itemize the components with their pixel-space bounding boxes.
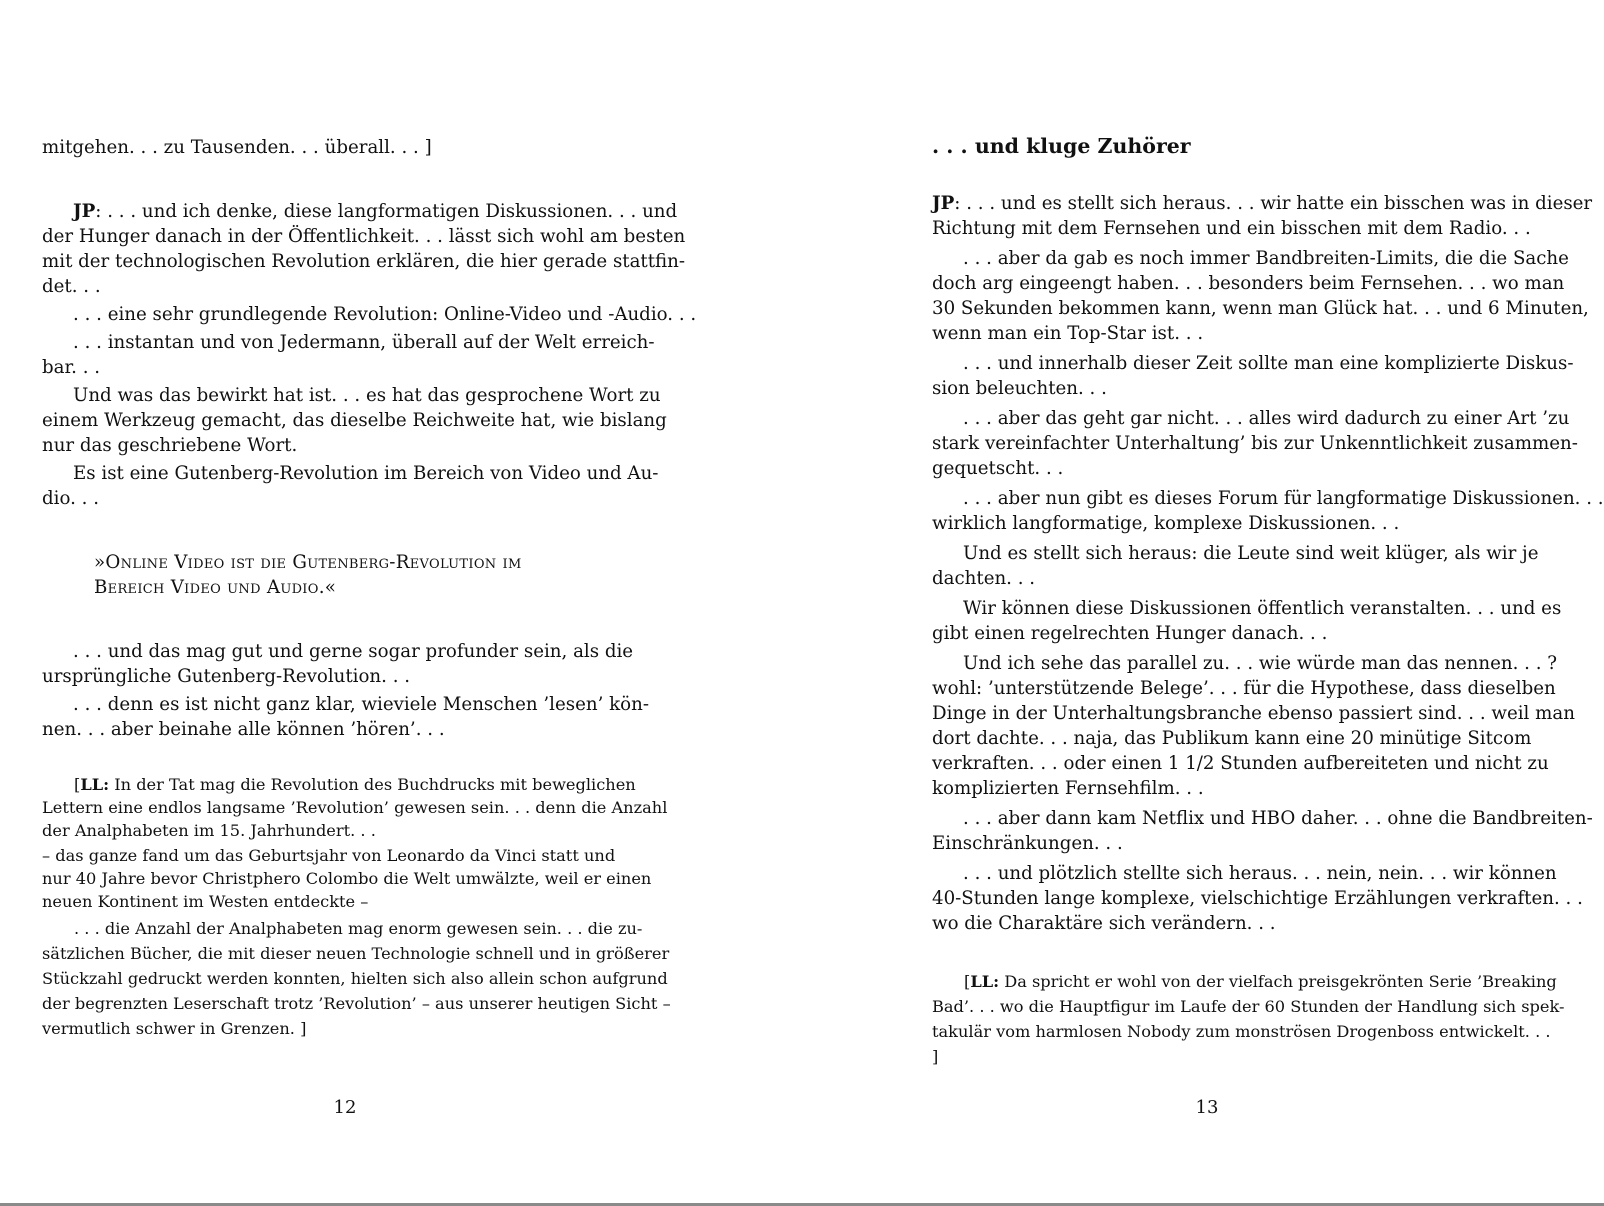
pull-quote-line: »Online Video ist die Gutenberg-Revolution im: [94, 552, 522, 573]
text-line: . . . aber das geht gar nicht. . . alles wird dadurch zu einer Art ’zu: [963, 408, 1570, 429]
speaker-label: JP: [932, 193, 955, 214]
text-line: 30 Sekunden bekommen kann, wenn man Glück hat. . . und 6 Minuten,: [932, 298, 1589, 319]
text-line: . . . eine sehr grundlegende Revolution: Online-Video und -Audio. . .: [73, 304, 697, 325]
section-heading: . . . und kluge Zuhörer: [932, 134, 1191, 158]
text-line: wohl: ’unterstützende Belege’. . . für die Hypothese, dass dieselben: [932, 678, 1556, 699]
note-line: ]: [932, 1047, 939, 1066]
text-line: wirklich langformatige, komplexe Diskussionen. . .: [932, 513, 1400, 534]
text-line: wo die Charaktäre sich verändern. . .: [932, 913, 1276, 934]
text-line: wenn man ein Top-Star ist. . .: [932, 323, 1204, 344]
text-line: mit der technologischen Revolution erklären, die hier gerade stattfin-: [42, 251, 686, 272]
text-line: verkraften. . . oder einen 1 1/2 Stunden aufbereiteten und nicht zu: [932, 753, 1549, 774]
text-line: komplizierten Fernsehfilm. . .: [932, 778, 1204, 799]
text-line: . . . aber nun gibt es dieses Forum für langformatige Diskussionen. . .: [963, 488, 1604, 509]
text-line: bar. . .: [42, 357, 101, 378]
note-line: Bad’. . . wo die Hauptfigur im Laufe der 60 Stunden der Handlung sich spek-: [932, 997, 1565, 1016]
text-line: Einschränkungen. . .: [932, 833, 1123, 854]
text-line: Richtung mit dem Fernsehen und ein bisschen mit dem Radio. . .: [932, 218, 1531, 239]
text-line: . . . instantan und von Jedermann, überall auf der Welt erreich-: [73, 332, 655, 353]
text-line: der Hunger danach in der Öffentlichkeit. . . lässt sich wohl am besten: [42, 226, 686, 247]
text-line: dio. . .: [42, 488, 99, 509]
note-line: vermutlich schwer in Grenzen. ]: [42, 1019, 307, 1038]
text-line: det. . .: [42, 276, 101, 297]
text-line: Und es stellt sich heraus: die Leute sind weit klüger, als wir je: [963, 543, 1539, 564]
speaker-label: LL:: [970, 972, 1000, 991]
text-line: einem Werkzeug gemacht, das dieselbe Reichweite hat, wie bislang: [42, 410, 667, 431]
speaker-label: LL:: [80, 775, 110, 794]
speaker-label: JP: [73, 201, 96, 222]
text-line: . . . und plötzlich stellte sich heraus. . . nein, nein. . . wir können: [963, 863, 1557, 884]
text-line: . . . denn es ist nicht ganz klar, wieviele Menschen ’lesen’ kön-: [73, 694, 649, 715]
text-line: JP: . . . und ich denke, diese langformatigen Diskussionen. . . und: [73, 201, 678, 222]
note-line: – das ganze fand um das Geburtsjahr von Leonardo da Vinci statt und: [42, 846, 616, 865]
note-line: der begrenzten Leserschaft trotz ’Revolution’ – aus unserer heutigen Sicht –: [42, 994, 671, 1013]
note-line: Stückzahl gedruckt werden konnten, hielten sich also allein schon aufgrund: [42, 969, 668, 988]
text-line: dachten. . .: [932, 568, 1036, 589]
text-line: gibt einen regelrechten Hunger danach. . .: [932, 623, 1328, 644]
text-line: Es ist eine Gutenberg-Revolution im Bereich von Video und Au-: [73, 463, 659, 484]
right-page: [932, 0, 1604, 1203]
text-line: Und was das bewirkt hat ist. . . es hat das gesprochene Wort zu: [73, 385, 661, 406]
text-line: dort dachte. . . naja, das Publikum kann eine 20 minütige Sitcom: [932, 728, 1532, 749]
text-line: . . . und das mag gut und gerne sogar profunder sein, als die: [73, 641, 634, 662]
text-line: stark vereinfachter Unterhaltung’ bis zur Unkenntlichkeit zusammen-: [932, 433, 1578, 454]
text-line: doch arg eingeengt haben. . . besonders beim Fernsehen. . . wo man: [932, 273, 1565, 294]
text-line: JP: . . . und es stellt sich heraus. . . wir hatte ein bisschen was in dieser: [932, 193, 1593, 214]
text-line: ursprüngliche Gutenberg-Revolution. . .: [42, 666, 411, 687]
pull-quote-line: Bereich Video und Audio.«: [94, 577, 337, 598]
note-line: neuen Kontinent im Westen entdeckte –: [42, 892, 369, 911]
note-line: Lettern eine endlos langsame ’Revolution’ gewesen sein. . . denn die Anzahl: [42, 798, 668, 817]
note-line: [LL: Da spricht er wohl von der vielfach preisgekrönten Serie ’Breaking: [964, 972, 1557, 991]
text-line: gequetscht. . .: [932, 458, 1064, 479]
text-line: . . . aber da gab es noch immer Bandbreiten-Limits, die die Sache: [963, 248, 1569, 269]
text-line: Und ich sehe das parallel zu. . . wie würde man das nennen. . . ?: [963, 653, 1558, 674]
text-line: nen. . . aber beinahe alle können ’hören’. . .: [42, 719, 445, 740]
text-line: nur das geschriebene Wort.: [42, 435, 298, 456]
text-line: . . . und innerhalb dieser Zeit sollte man eine komplizierte Diskus-: [963, 353, 1574, 374]
note-line: sätzlichen Bücher, die mit dieser neuen Technologie schnell und in größerer: [42, 944, 670, 963]
left-page: [42, 0, 697, 1203]
page-number: 13: [1195, 1097, 1219, 1118]
note-line: nur 40 Jahre bevor Christphero Colombo die Welt umwälzte, weil er einen: [42, 869, 652, 888]
text-line: 40-Stunden lange komplexe, vielschichtige Erzählungen verkraften. . .: [932, 888, 1583, 909]
page-number: 12: [333, 1097, 357, 1118]
note-line: . . . die Anzahl der Analphabeten mag enorm gewesen sein. . . die zu-: [74, 919, 643, 938]
note-line: [LL: In der Tat mag die Revolution des Buchdrucks mit beweglichen: [74, 775, 636, 794]
text-line: mitgehen. . . zu Tausenden. . . überall. . . ]: [42, 137, 432, 158]
text-line: sion beleuchten. . .: [932, 378, 1107, 399]
note-line: takulär vom harmlosen Nobody zum monströsen Drogenboss entwickelt. . .: [932, 1022, 1551, 1041]
text-line: Wir können diese Diskussionen öffentlich veranstalten. . . und es: [963, 598, 1562, 619]
note-line: der Analphabeten im 15. Jahrhundert. . .: [42, 821, 376, 840]
text-line: . . . aber dann kam Netflix und HBO daher. . . ohne die Bandbreiten-: [963, 808, 1593, 829]
text-line: Dinge in der Unterhaltungsbranche ebenso passiert sind. . . weil man: [932, 703, 1575, 724]
